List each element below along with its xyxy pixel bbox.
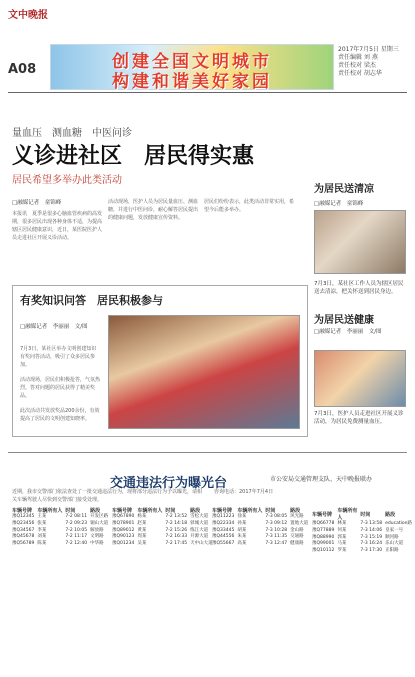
cell-owner: 王某	[37, 514, 47, 519]
quiz-paragraph-3: 此次活动共发放奖品200余份，有效提高了居民的文明创建知晓率。	[20, 408, 100, 422]
traffic-table-col-2	[112, 507, 216, 548]
col-owner: 车辆所有人	[37, 508, 63, 514]
cell-time: 7-3 14:06	[360, 527, 383, 533]
cell-time: 7-3 16:24	[360, 541, 383, 547]
table-row	[212, 521, 311, 528]
cell-time: 7-3 12:47	[265, 541, 288, 547]
table-row	[112, 514, 216, 521]
cell-plate: 豫Q23456	[12, 520, 35, 526]
side-caption-2: 7月3日，医护人员走进社区开展义诊活动，为居民免费测量血压。	[314, 411, 404, 425]
cell-road: 练江大道	[190, 527, 209, 533]
cell-road: 交通路	[290, 534, 304, 540]
quiz-paragraph-1: 7月3日，某社区举办文明创建知识有奖问答活动，吸引了众多居民参加。	[20, 346, 97, 368]
cell-plate: 豫Q55667	[212, 541, 235, 547]
cell-plate: 豫Q34567	[12, 527, 35, 533]
photo-health-clinic	[314, 350, 406, 407]
traffic-table-col-1	[12, 507, 111, 548]
cell-road: 天中山大道	[190, 541, 213, 547]
traffic-table-1	[12, 507, 111, 548]
traffic-intro: 近期，我市交警部门依法查处了一批交通违法行为，现将部分违法行为予以曝光，请相关车辆驾驶人尽快到交警部门接受处理。	[12, 489, 203, 503]
lead-paragraph-2: 活动现场，医护人员为居民量血压、测血糖，并进行中医问诊，耐心解答居民提出的健康问题，发放健康宣传资料。	[108, 199, 199, 221]
cell-road: 铜山大道	[90, 520, 109, 526]
traffic-table-4	[312, 507, 415, 555]
cell-plate: 豫Q67890	[112, 514, 135, 519]
cell-time: 7-2 09:23	[65, 520, 88, 526]
traffic-title: 交通违法行为曝光台	[110, 476, 228, 491]
table-row	[312, 548, 415, 555]
cell-plate: 豫Q01234	[112, 541, 135, 547]
cell-owner: 朱某	[237, 534, 247, 540]
table-row	[112, 521, 216, 528]
lead-kicker: 量血压 测血糖 中医问诊	[12, 128, 132, 139]
lead-title: 义诊进社区 居民得实惠	[12, 143, 255, 169]
cell-owner: 郭某	[337, 534, 347, 540]
cell-road: 正阳路	[385, 548, 399, 554]
cell-owner: 黄某	[137, 527, 147, 533]
cell-owner: 孙某	[237, 520, 247, 526]
cell-time: 7-2 12:40	[65, 541, 88, 547]
table-row	[12, 541, 111, 548]
cell-owner: 周某	[137, 534, 147, 540]
banner-line2: 构建和谐美好家园	[112, 72, 272, 92]
traffic-table-col-3	[212, 507, 311, 548]
cell-owner: 马某	[337, 541, 347, 547]
proof-credit: 责任校对 胡志华	[338, 70, 382, 77]
cell-plate: 豫Q89012	[112, 527, 135, 533]
side-caption-1: 7月3日，某社区工作人员为辖区居民送去清凉，把关怀送到居民身边。	[314, 281, 404, 295]
col-plate: 车辆号牌	[12, 508, 33, 514]
traffic-table-2	[112, 507, 216, 548]
photo-cool-delivery	[314, 210, 406, 274]
col-time: 时间	[65, 508, 76, 514]
traffic-notice: 咨询电话：2017年7月4日	[214, 489, 274, 495]
cell-plate: 豫Q66778	[312, 521, 335, 526]
photo-quiz-event	[108, 315, 300, 429]
banner-line1: 创建全国文明城市	[112, 52, 272, 72]
col-plate: 车辆号牌	[212, 508, 233, 514]
cell-time: 7-3 10:28	[265, 527, 288, 533]
cell-road: 解放路	[90, 527, 104, 533]
page-number: A08	[8, 62, 37, 77]
cell-time: 7-2 15:26	[165, 527, 188, 533]
lead-paragraph-3: 居民们纷纷表示，此类活动非常实用，希望今后能多举办。	[204, 199, 295, 213]
table-row	[212, 514, 311, 521]
cell-road: 开源大道	[190, 534, 209, 540]
cell-time: 7-3 08:05	[265, 514, 288, 519]
col-time: 时间	[165, 508, 176, 514]
cell-plate: 豫Q78901	[112, 520, 135, 526]
cell-owner: 罗某	[337, 548, 347, 554]
table-row	[12, 514, 111, 521]
col-time: 时间	[265, 508, 276, 514]
table-row	[312, 528, 415, 535]
cell-road: 置地大道	[290, 520, 309, 526]
cell-owner: 刘某	[37, 534, 47, 540]
cell-plate: 豫Q33445	[212, 527, 235, 533]
cell-time: 7-2 08:11	[65, 514, 88, 519]
cell-road: 皇家一号	[385, 527, 404, 533]
col-owner: 车辆所有人	[137, 508, 163, 514]
cell-owner: 杨某	[137, 514, 147, 519]
cell-owner: 吴某	[137, 541, 147, 547]
lead-deck: 居民希望多举办此类活动	[12, 175, 122, 186]
cell-road: 开发区路	[90, 514, 109, 519]
side-head-cool: 为居民送清凉	[314, 184, 374, 195]
cell-owner: 李某	[37, 527, 47, 533]
col-time: 时间	[360, 511, 371, 518]
lead-paragraph-1: 本报讯 夏季是很多心脑血管疾病的高发期，很多居民出现各种身体不适，为提高辖区居民健康意识，近日，某医院医护人员走进社区开展义诊活动。	[12, 211, 103, 241]
col-owner: 车辆所有人	[237, 508, 263, 514]
cell-time: 7-3 11:35	[265, 534, 288, 540]
cell-road: 驿城大道	[190, 520, 209, 526]
cell-plate: 豫Q45678	[12, 534, 35, 540]
col-owner: 车辆所有人	[337, 508, 358, 521]
cell-plate: 豫Q56789	[12, 541, 35, 547]
col-plate: 车辆号牌	[312, 511, 333, 518]
traffic-table-3	[212, 507, 311, 548]
table-row	[212, 541, 311, 548]
quiz-byline: □融媒记者 李丽丽 文/图	[20, 324, 88, 330]
cell-owner: 赵某	[137, 520, 147, 526]
cell-road: 顺河路	[385, 534, 399, 540]
cell-plate: 豫Q90123	[112, 534, 135, 540]
cell-plate: 豫Q44556	[212, 534, 235, 540]
cell-time: 7-2 16:33	[165, 534, 188, 540]
cell-plate: 豫Q77889	[312, 527, 335, 533]
cell-plate: 豫Q10112	[312, 548, 335, 554]
side-byline-2: □融媒记者 李丽丽 文/图	[314, 329, 382, 335]
editor-credit: 责任编辑 刘 燕	[338, 54, 378, 61]
cell-time: 7-3 17:30	[360, 548, 383, 554]
cell-owner: 胡某	[237, 527, 247, 533]
cell-time: 7-2 17:45	[165, 541, 188, 547]
table-row	[312, 521, 415, 528]
cell-owner: 张某	[37, 520, 47, 526]
traffic-rule	[8, 452, 407, 453]
cell-plate: 豫Q12345	[12, 514, 35, 519]
cell-time: 7-3 15:19	[360, 534, 383, 540]
cell-plate: 豫Q88990	[312, 534, 335, 540]
cell-road: 文明路	[90, 534, 104, 540]
cell-owner: 何某	[337, 527, 347, 533]
header-rule	[8, 92, 407, 93]
designer-credit: 责任校对 梁杰	[338, 62, 376, 69]
col-plate: 车辆号牌	[112, 508, 133, 514]
traffic-table-col-4	[312, 507, 415, 555]
cell-owner: 林某	[337, 521, 347, 526]
cell-owner: 陈某	[37, 541, 47, 547]
cell-owner: 高某	[237, 541, 247, 547]
lead-byline: □融媒记者 童锦峰	[12, 200, 62, 206]
col-road: 路段	[190, 508, 201, 514]
traffic-subtitle: 市公安局交通管理支队、天中晚报联办	[270, 476, 373, 483]
side-byline-1: □融媒记者 童锦峰	[314, 201, 364, 207]
cell-time: 7-2 10:05	[65, 527, 88, 533]
quiz-title: 有奖知识问答 居民积极参与	[20, 294, 163, 307]
table-row	[12, 521, 111, 528]
cell-plate: 豫Q99001	[312, 541, 335, 547]
issue-date: 2017年7月5日 星期三	[338, 46, 399, 53]
cell-road: 雪松大道	[190, 514, 209, 519]
col-road: 路段	[385, 511, 396, 518]
quiz-paragraph-2: 活动现场，居民们积极抢答，气氛热烈。答对问题的居民获得了精美奖品。	[20, 377, 101, 399]
cell-road: 金山路	[290, 527, 304, 533]
table-row	[112, 541, 216, 548]
cell-time: 7-3 09:12	[265, 520, 288, 526]
paper-name: 文中晚报	[8, 10, 48, 21]
cell-plate: 豫Q11223	[212, 514, 235, 519]
cell-road: 风光路	[290, 514, 304, 519]
cell-plate: 豫Q22334	[212, 520, 235, 526]
cell-time: 7-2 11:17	[65, 534, 88, 540]
cell-road: education路	[385, 521, 412, 526]
cell-road: 中华路	[90, 541, 104, 547]
cell-road: 乐山大道	[385, 541, 404, 547]
cell-time: 7-2 14:18	[165, 520, 188, 526]
cell-time: 7-2 13:52	[165, 514, 188, 519]
banner	[50, 44, 334, 90]
col-road: 路段	[90, 508, 101, 514]
cell-road: 健康路	[290, 541, 304, 547]
side-head-health: 为居民送健康	[314, 315, 374, 326]
cell-owner: 徐某	[237, 514, 247, 519]
col-road: 路段	[290, 508, 301, 514]
cell-time: 7-3 13:58	[360, 521, 383, 526]
